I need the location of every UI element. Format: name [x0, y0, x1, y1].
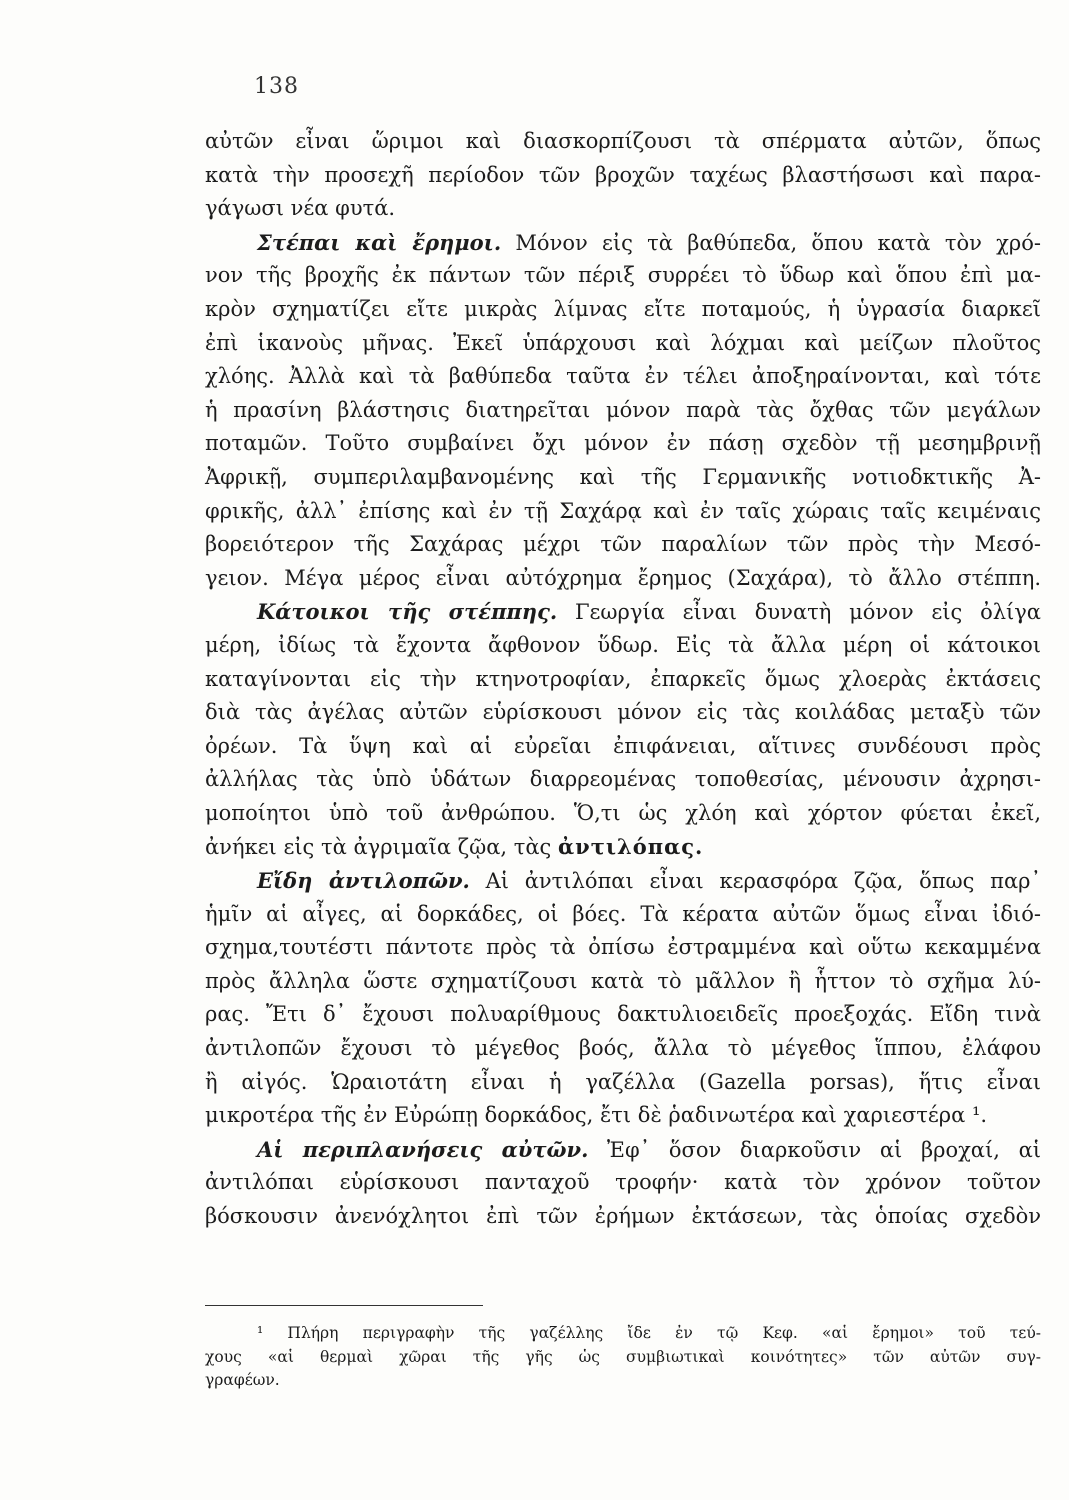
- text-line: ὀρέων. Τὰ ὕψη καὶ αἱ εὐρεῖαι ἐπιφάνειαι, αἵτινες συνδέουσι πρὸς: [205, 733, 1041, 758]
- text-line: κρὸν σχηματίζει εἴτε μικρὰς λίμνας εἴτε ποταμούς, ἡ ὑγρασία διαρκεῖ: [205, 296, 1041, 321]
- text-line: [205, 595, 1041, 629]
- text-line: βορειότερον τῆς Σαχάρας μέχρι τῶν παραλίων τῶν πρὸς τὴν Μεσό-: [205, 532, 1041, 557]
- line-text: Αἱ ἀντιλόπαι εἶναι κερασφόρα ζῷα, ὅπως παρ᾿: [469, 869, 1041, 894]
- text-line: μικροτέρα τῆς ἐν Εὐρώπῃ δορκάδος, ἔτι δὲ ῥαδινωτέρα καὶ χαριεστέρα ¹.: [205, 1103, 988, 1128]
- footnote-line: γραφέων.: [205, 1371, 280, 1389]
- text-line: μοποίητοι ὑπὸ τοῦ ἀνθρώπου. Ὅ,τι ὡς χλόη καὶ χόρτον φύεται ἐκεῖ,: [205, 800, 1041, 825]
- text-line: φρικῆς, ἀλλ᾿ ἐπίσης καὶ ἐν τῇ Σαχάρᾳ καὶ ἐν ταῖς χώραις ταῖς κειμέναις: [205, 498, 1041, 523]
- line-text: ἀνήκει εἰς τὰ ἀγριμαῖα ζῷα, τὰς: [205, 835, 558, 860]
- text-line: κατὰ τὴν προσεχῆ περίοδον τῶν βροχῶν ταχέως βλαστήσωσι καὶ παρα-: [205, 162, 1041, 187]
- text-line: ἡμῖν αἱ αἶγες, αἱ δορκάδες, οἱ βόες. Τὰ κέρατα αὐτῶν ὅμως εἶναι ἰδιό-: [205, 901, 1041, 926]
- text-line: ποταμῶν. Τοῦτο συμβαίνει ὄχι μόνον ἐν πάσῃ σχεδὸν τῇ μεσημβρινῇ: [205, 431, 1041, 456]
- text-line: νον τῆς βροχῆς ἐκ πάντων τῶν πέριξ συρρέει τὸ ὕδωρ καὶ ὅπου ἐπὶ μα-: [205, 263, 1041, 288]
- line-text: Μόνον εἰς τὰ βαθύπεδα, ὅπου κατὰ τὸν χρό-: [501, 230, 1041, 255]
- page-number: 138: [254, 74, 299, 99]
- text-line: πρὸς ἄλληλα ὥστε σχηματίζουσι κατὰ τὸ μᾶλλον ἢ ἧττον τὸ σχῆμα λύ-: [205, 968, 1041, 993]
- text-line: ἐπὶ ἱκανοὺς μῆνας. Ἐκεῖ ὑπάρχουσι καὶ λόχμαι καὶ μείζων πλοῦτος: [205, 330, 1041, 355]
- text-line: ἀντιλοπῶν ἔχουσι τὸ μέγεθος βοός, ἄλλα τὸ μέγεθος ἵππου, ἐλάφου: [205, 1036, 1041, 1061]
- section-heading: Κάτοικοι τῆς στέππης.: [257, 599, 558, 625]
- footnote-line: χους «αἱ θερμαὶ χῶραι τῆς γῆς ὡς συμβιωτικαὶ κοινότητες» τῶν αὐτῶν συγ-: [205, 1347, 1041, 1366]
- text-line: βόσκουσιν ἀνενόχλητοι ἐπὶ τῶν ἐρήμων ἐκτάσεων, τὰς ὁποίας σχεδὸν: [205, 1204, 1041, 1228]
- body-text: [205, 125, 1041, 1234]
- text-line: [205, 864, 1041, 898]
- text-line: σχημα,τουτέστι πάντοτε πρὸς τὰ ὀπίσω ἐστραμμένα καὶ οὕτω κεκαμμένα: [205, 935, 1041, 960]
- text-line: γάγωσι νέα φυτά.: [205, 196, 396, 221]
- text-line: αὐτῶν εἶναι ὥριμοι καὶ διασκορπίζουσι τὰ σπέρματα αὐτῶν, ὅπως: [205, 129, 1041, 153]
- text-line: χλόης. Ἀλλὰ καὶ τὰ βαθύπεδα ταῦτα ἐν τέλει ἀποξηραίνονται, καὶ τότε: [205, 364, 1041, 389]
- text-line: [205, 1133, 1041, 1167]
- text-line: Ἀφρικῇ, συμπεριλαμβανομένης καὶ τῆς Γερμανικῆς νοτιοδκτικῆς Ἀ-: [205, 464, 1041, 489]
- emphasized-term: ἀντιλόπας.: [557, 834, 704, 860]
- text-line: ἀλλήλας τὰς ὑπὸ ὑδάτων διαρρεομένας τοποθεσίας, μένουσιν ἀχρησι-: [205, 767, 1041, 792]
- text-line: ἡ πρασίνη βλάστησις διατηρεῖται μόνον παρὰ τὰς ὄχθας τῶν μεγάλων: [205, 397, 1041, 422]
- footnote-rule: [205, 1305, 483, 1306]
- text-line: ἀντιλόπαι εὑρίσκουσι πανταχοῦ τροφήν· κατὰ τὸν χρόνον τοῦτον: [205, 1170, 1041, 1195]
- text-line: μέρη, ἰδίως τὰ ἔχοντα ἄφθονον ὕδωρ. Εἰς τὰ ἄλλα μέρη οἱ κάτοικοι: [205, 632, 1041, 657]
- footnote: [205, 1322, 1041, 1393]
- text-line: ἢ αἰγός. Ὡραιοτάτη εἶναι ἡ γαζέλλα (Gazella porsas), ἥτις εἶναι: [205, 1069, 1041, 1094]
- text-line: γειον. Μέγα μέρος εἶναι αὐτόχρημα ἔρημος (Σαχάρα), τὸ ἄλλο στέππη.: [205, 565, 1041, 590]
- text-line: καταγίνονται εἰς τὴν κτηνοτροφίαν, ἐπαρκεῖς ὅμως χλοερὰς ἐκτάσεις: [205, 666, 1041, 691]
- footnote-line: ¹ Πλήρη περιγραφὴν τῆς γαζέλλης ἴδε ἐν τῷ Κεφ. «αἱ ἔρημοι» τοῦ τεύ-: [257, 1324, 1041, 1342]
- text-line: διὰ τὰς ἀγέλας αὐτῶν εὑρίσκουσι μόνον εἰς τὰς κοιλάδας μεταξὺ τῶν: [205, 700, 1041, 725]
- line-text: Ἐφ᾿ ὅσον διαρκοῦσιν αἱ βροχαί, αἱ: [588, 1137, 1041, 1162]
- text-line: [205, 830, 1041, 864]
- text-line: ρας. Ἔτι δ᾿ ἔχουσι πολυαρίθμους δακτυλιοειδεῖς προεξοχάς. Εἴδη τινὰ: [205, 1002, 1041, 1027]
- text-line: [205, 226, 1041, 260]
- section-heading: Εἴδη ἀντιλοπῶν.: [257, 868, 470, 894]
- section-heading: Στέπαι καὶ ἔρημοι.: [257, 229, 502, 255]
- line-text: Γεωργία εἶναι δυνατὴ μόνον εἰς ὀλίγα: [557, 600, 1041, 625]
- section-heading: Αἱ περιπλανήσεις αὐτῶν.: [257, 1136, 589, 1162]
